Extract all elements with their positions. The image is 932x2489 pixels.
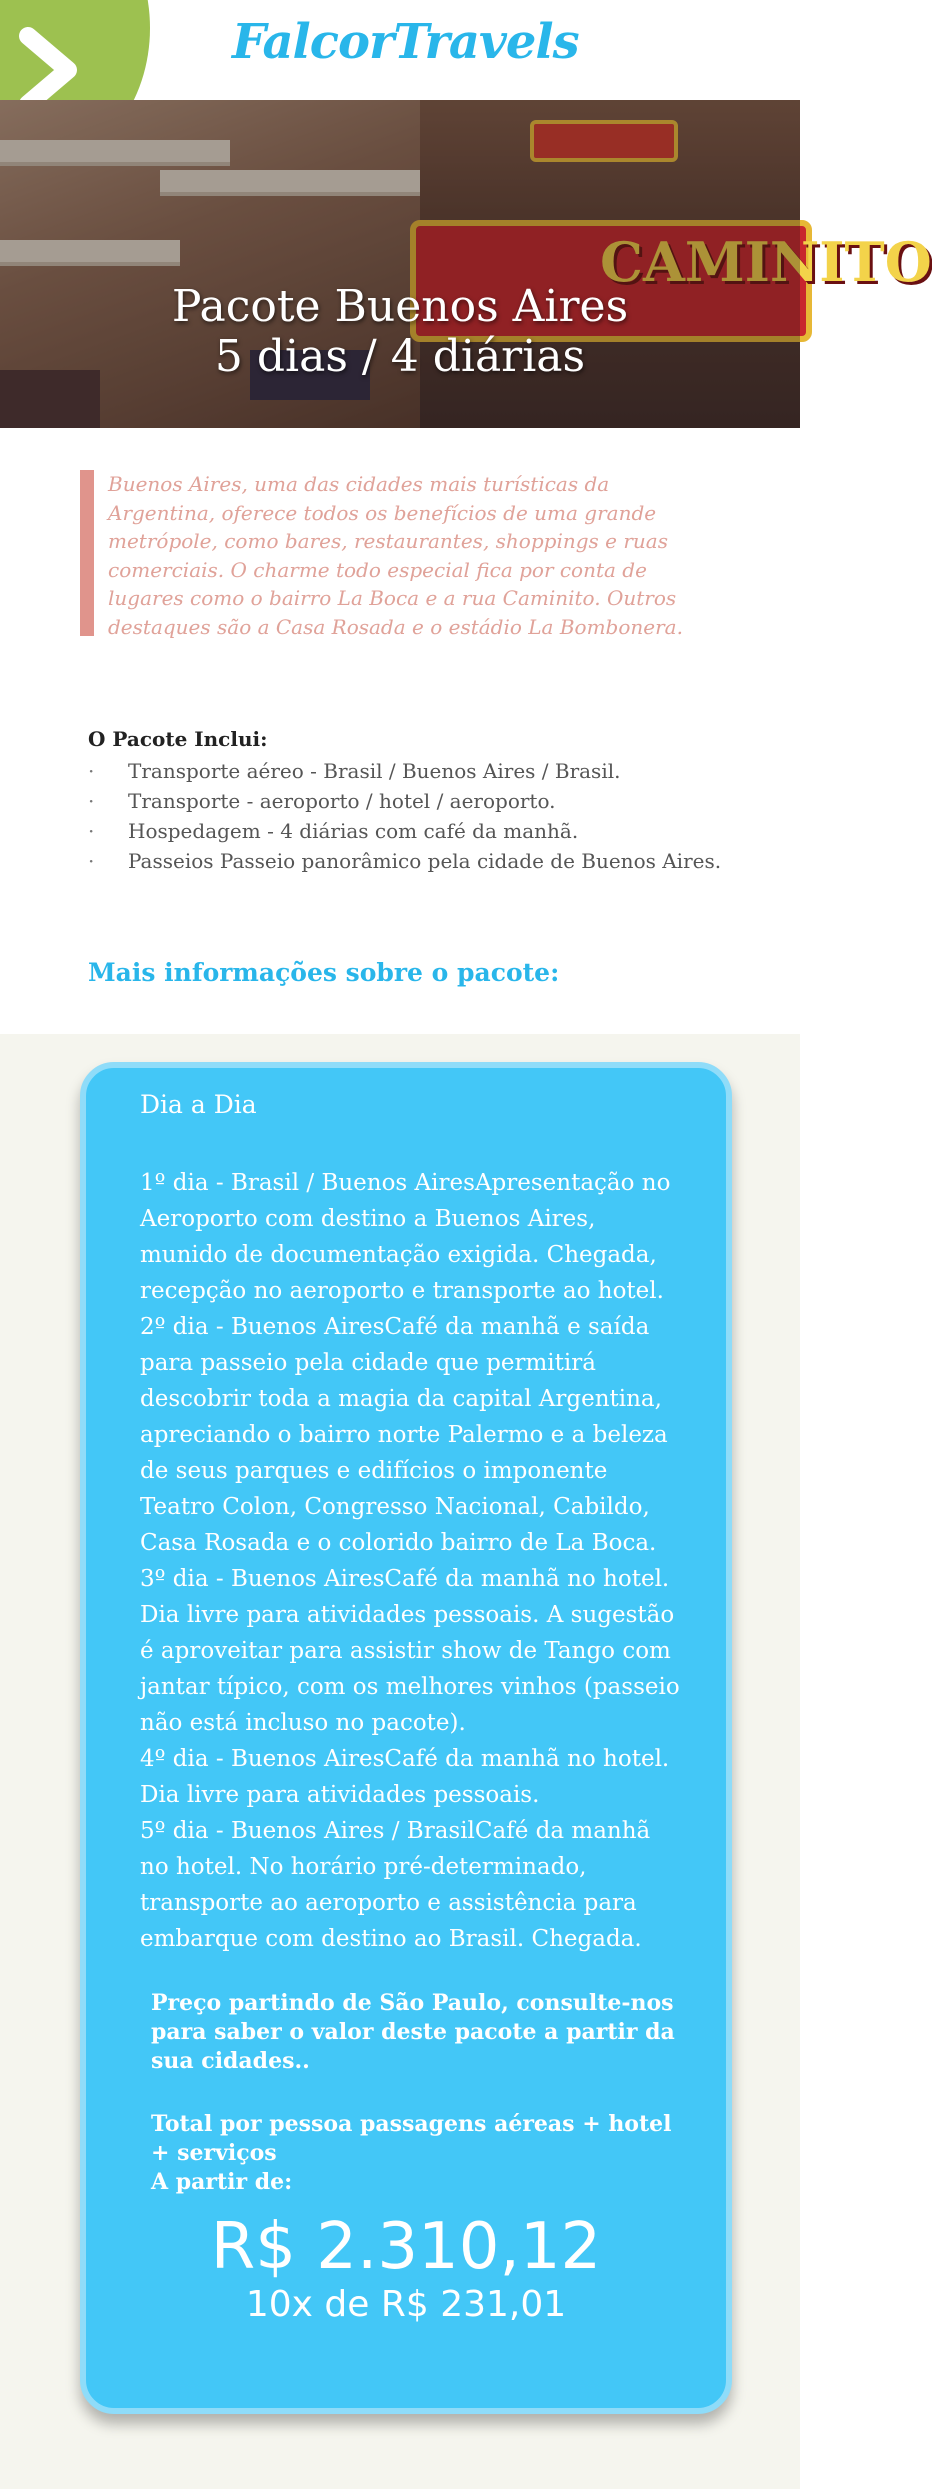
list-item: · Hospedagem - 4 diárias com café da manhã.	[88, 819, 579, 843]
list-item: · Transporte aéreo - Brasil / Buenos Aires / Brasil.	[88, 759, 621, 783]
list-item: · Passeios Passeio panorâmico pela cidade de Buenos Aires.	[88, 849, 722, 873]
includes-heading: O Pacote Inclui:	[88, 727, 268, 751]
more-info-link[interactable]: Mais informações sobre o pacote:	[88, 958, 560, 987]
day-item: 2º dia - Buenos AiresCafé da manhã e saída para passeio pela cidade que permitirá descobrir toda a magia da capital Argentina, apreciando o bairro norte Palermo e a beleza de seus parques e edifícios o imponente Teatro Colon, Congresso Nacional, Cabildo, Casa Rosada e o colorido bairro de La Boca.	[140, 1314, 668, 1556]
site-header	[0, 0, 800, 100]
includes-list	[88, 756, 768, 876]
page-title	[0, 282, 800, 382]
day-item: 4º dia - Buenos AiresCafé da manhã no hotel. Dia livre para atividades pessoais.	[140, 1746, 670, 1808]
total-note	[151, 2110, 691, 2197]
itinerary-days	[140, 1165, 680, 1957]
page-subtitle-line: 5 dias / 4 diárias	[214, 331, 586, 382]
price-note: Preço partindo de São Paulo, consulte-nos para saber o valor deste pacote a partir da sua cidades..	[151, 1990, 675, 2074]
installments-value: 10x de R$ 231,01	[245, 2284, 567, 2325]
page-title-line: Pacote Buenos Aires	[171, 281, 629, 332]
day-item: 5º dia - Buenos Aires / BrasilCafé da manhã no hotel. No horário pré-determinado, transporte ao aeroporto e assistência para embarque com destino ao Brasil. Chegada.	[140, 1818, 651, 1952]
hero-sign-text: CAMINITO	[600, 230, 932, 294]
price-value: R$ 2.310,12	[210, 2210, 602, 2284]
site-logo[interactable]: FalcorTravels	[232, 14, 579, 70]
list-item: · Transporte - aeroporto / hotel / aeroporto.	[88, 789, 556, 813]
itinerary-title: Dia a Dia	[140, 1090, 257, 1119]
hero-banner	[0, 100, 932, 428]
from-label: A partir de:	[151, 2169, 293, 2195]
package-includes	[88, 724, 768, 876]
total-label: Total por pessoa passagens aéreas + hotel + serviços	[151, 2111, 672, 2166]
intro-text: Buenos Aires, uma das cidades mais turísticas da Argentina, oferece todos os benefícios de uma grande metrópole, como bares, restaurantes, shoppings e ruas comerciais. O charme todo especial fica por conta de lugares como o bairro La Boca e a rua Caminito. Outros destaques são a Casa Rosada e o estádio La Bombonera.	[108, 472, 683, 639]
day-item: 3º dia - Buenos AiresCafé da manhã no hotel. Dia livre para atividades pessoais. A sugestão é aproveitar para assistir show de Tango com jantar típico, com os melhores vinhos (passeio não está incluso no pacote).	[140, 1566, 680, 1736]
day-item: 1º dia - Brasil / Buenos AiresApresentação no Aeroporto com destino a Buenos Aires, munido de documentação exigida. Chegada, recepção no aeroporto e transporte ao hotel.	[140, 1170, 671, 1304]
intro-quote	[80, 470, 720, 639]
